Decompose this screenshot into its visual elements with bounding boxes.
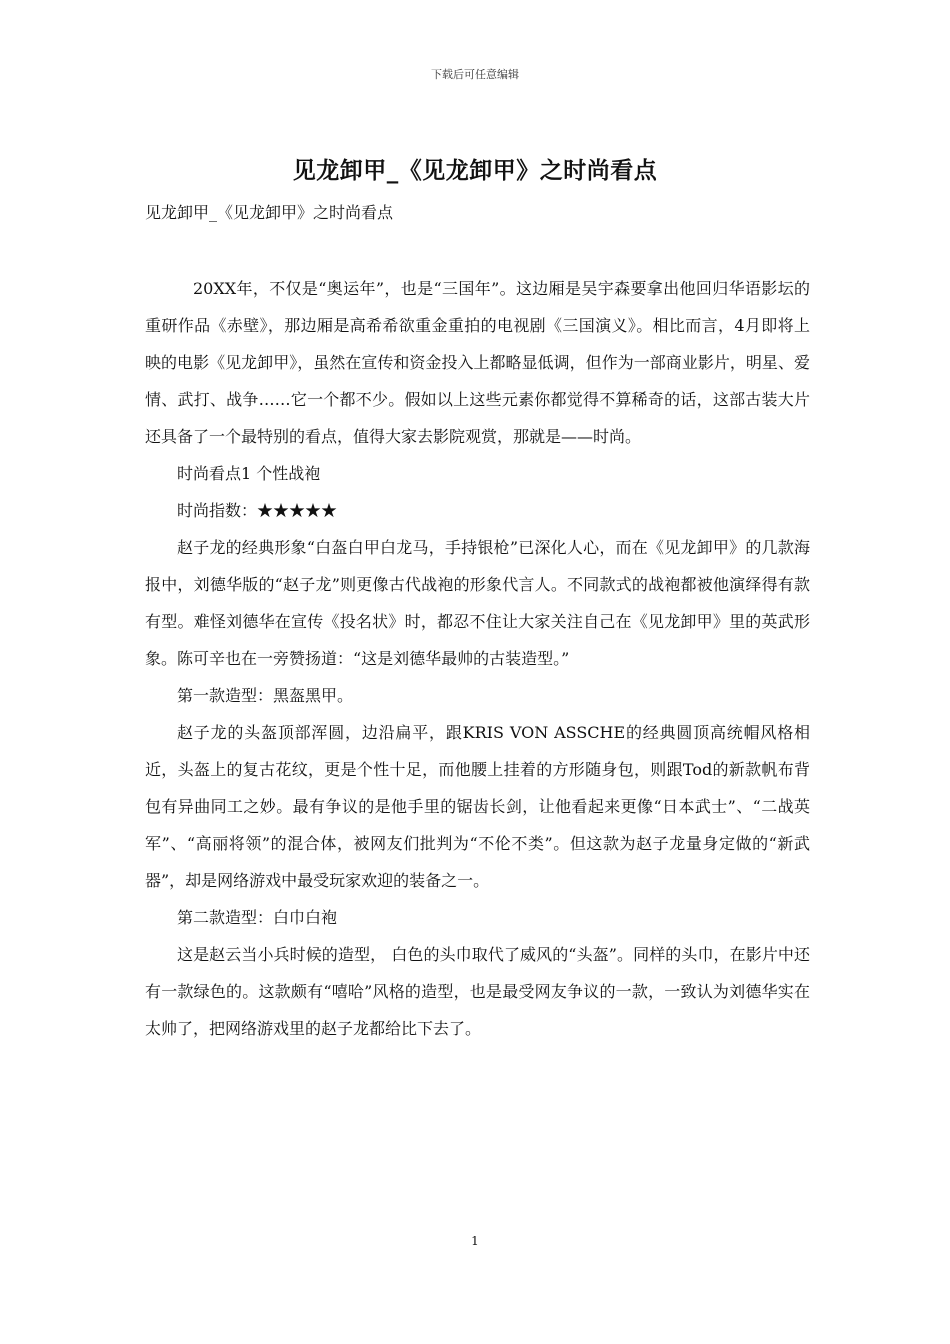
style-heading: 第一款造型：黑盔黑甲。 <box>177 686 354 705</box>
style-heading: 第二款造型：白巾白袍 <box>177 908 338 927</box>
fashion-rating: 时尚指数：★★★★★ <box>177 501 338 520</box>
document-title: 见龙卸甲_《见龙卸甲》之时尚看点 <box>292 157 658 184</box>
paragraph: 赵子龙的经典形象“白盔白甲白龙马，手持银枪”已深化人心，而在《见龙卸甲》的几款海报中，刘德华版的“赵子龙”则更像古代战袍的形象代言人。不同款式的战袍都被他演绎得有款有型。难怪刘德华在宣传《投名状》时，都忍不住让大家关注自己在《见龙卸甲》里的英武形象。陈可辛也在一旁赞扬道：“这是刘德华最帅的古装造型。” <box>145 538 810 668</box>
paragraph: 赵子龙的头盔顶部浑圆，边沿扁平，跟KRIS VON ASSCHE的经典圆顶高统帽风格相近，头盔上的复古花纹，更是个性十足，而他腰上挂着的方形随身包，则跟Tod的新款帆布背包有异曲同工之妙。最有争议的是他手里的锯齿长剑，让他看起来更像“日本武士”、“二战英军”、“高丽将领”的混合体，被网友们批判为“不伦不类”。但这款为赵子龙量身定做的“新武器”，却是网络游戏中最受玩家欢迎的装备之一。 <box>145 723 810 890</box>
section-heading: 时尚看点1 个性战袍 <box>177 464 321 483</box>
page-number: 1 <box>471 1234 479 1248</box>
document-subtitle: 见龙卸甲_《见龙卸甲》之时尚看点 <box>145 203 394 222</box>
document-body <box>145 270 810 1047</box>
paragraph: 这是赵云当小兵时候的造型， 白色的头巾取代了威风的“头盔”。同样的头巾，在影片中还有一款绿色的。这款颇有“嘻哈”风格的造型，也是最受网友争议的一款，一致认为刘德华实在太帅了，把网络游戏里的赵子龙都给比下去了。 <box>145 945 810 1038</box>
paragraph-intro: 20XX年，不仅是“奥运年”，也是“三国年”。这边厢是吴宇森要拿出他回归华语影坛的重研作品《赤壁》，那边厢是高希希欲重金重拍的电视剧《三国演义》。相比而言，4月即将上映的电影《见龙卸甲》，虽然在宣传和资金投入上都略显低调，但作为一部商业影片，明星、爱情、武打、战争……它一个都不少。假如以上这些元素你都觉得不算稀奇的话，这部古装大片还具备了一个最特别的看点，值得大家去影院观赏，那就是——时尚。 <box>145 279 810 446</box>
header-note: 下载后可任意编辑 <box>431 68 519 81</box>
